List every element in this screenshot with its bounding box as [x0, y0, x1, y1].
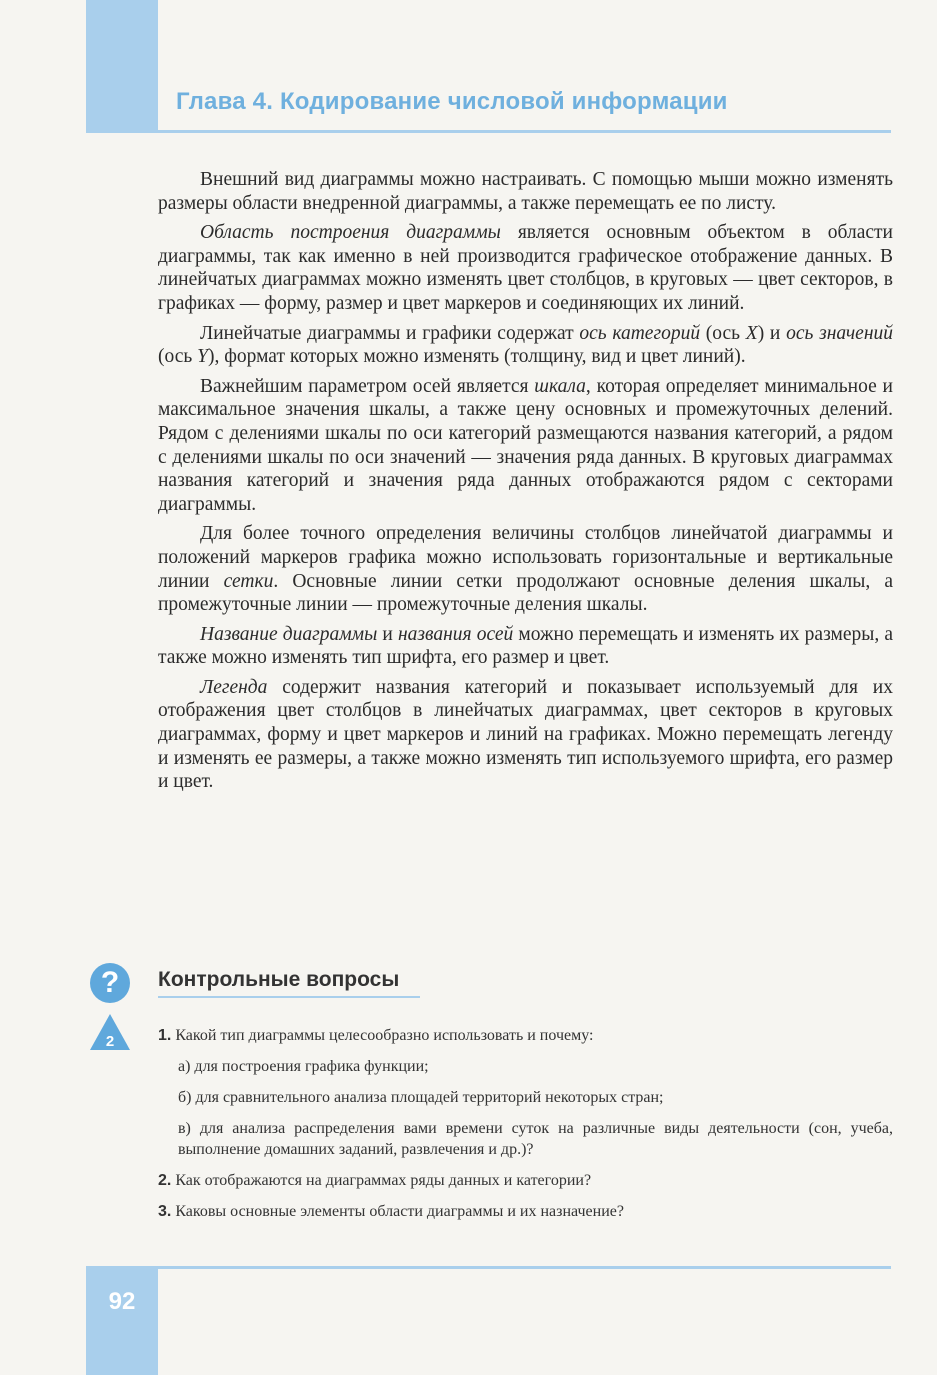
question-text: Как отображаются на диаграммах ряды данных и категории?	[171, 1172, 592, 1189]
paragraph-text: Линейчатые диаграммы и графики содержат	[200, 322, 580, 344]
term-grid: сетки	[223, 570, 274, 592]
difficulty-level-icon	[88, 1012, 132, 1052]
header-color-band	[86, 0, 158, 133]
paragraph-text: ), формат которых можно изменять (толщину, вид и цвет линий).	[208, 346, 746, 368]
paragraph-text: и	[377, 623, 398, 645]
paragraph-text: является основным объектом в области диаграммы, так как именно в ней производится графическое отображение данных. В линейчатых диаграммах можно изменять цвет столбцов, в круговых — цвет секторов, в графиках — форму, размер и цвет маркеров и соединяющих их линий.	[158, 222, 893, 314]
chapter-title: Глава 4. Кодирование числовой информации	[176, 88, 728, 115]
paragraph-text: Внешний вид диаграммы можно настраивать. С помощью мыши можно изменять размеры области внедренной диаграммы, а также перемещать ее по листу.	[158, 169, 893, 214]
paragraph-3	[158, 322, 893, 369]
question-3	[158, 1201, 893, 1222]
paragraph-text: , которая определяет минимальное и максимальное значения шкалы, а также цену основных и промежуточных делений. Рядом с делениями шкалы по оси категорий размещаются названия категорий, а рядом с делениями шкалы по оси значений — значения ряда данных. В круговых диаграммах названия категорий и значения ряда данных отображаются рядом с секторами диаграммы.	[158, 375, 893, 515]
axis-x-letter: X	[745, 322, 758, 344]
term-axis-titles: названия осей	[398, 623, 514, 645]
question-text: Каковы основные элементы области диаграммы и их назначение?	[171, 1203, 624, 1220]
paragraph-text: (ось	[700, 322, 746, 344]
paragraph-1	[158, 168, 893, 215]
term-legend: Легенда	[200, 676, 268, 698]
question-text: Какой тип диаграммы целесообразно использовать и почему:	[171, 1027, 594, 1044]
questions-list	[158, 1025, 893, 1232]
term-chart-title: Название диаграммы	[200, 623, 378, 645]
paragraph-text: Важнейшим параметром осей является	[200, 375, 535, 397]
question-1-option-c: в) для анализа распределения вами времени суток на различные виды деятельности (сон, учеба, выполнение домашних заданий, развлечения и др.)?	[178, 1120, 893, 1158]
footer-color-band	[86, 1266, 158, 1375]
term-value-axis: ось значений	[786, 322, 893, 344]
paragraph-4	[158, 375, 893, 517]
paragraph-5	[158, 522, 893, 616]
question-number: 2.	[158, 1172, 172, 1189]
paragraph-6	[158, 623, 893, 670]
paragraph-text: можно перемещать и изменять их размеры, а также можно изменять тип шрифта, его размер и цвет.	[158, 623, 894, 669]
paragraph-text: (ось	[158, 346, 198, 368]
term-plot-area: Область построения диаграммы	[200, 222, 501, 244]
term-category-axis: ось категорий	[579, 322, 701, 344]
section-title: Контрольные вопросы	[158, 968, 400, 991]
axis-y-letter: Y	[197, 346, 209, 368]
question-1-option-a: а) для построения графика функции;	[178, 1058, 429, 1075]
footer-rule	[158, 1266, 891, 1269]
paragraph-2	[158, 221, 893, 315]
paragraph-text: Для более точного определения величины столбцов линейчатой диаграммы и положений маркеров графика можно использовать горизонтальные и вертикальные линии	[158, 523, 893, 592]
question-2	[158, 1170, 893, 1191]
term-scale: шкала	[534, 375, 586, 397]
paragraph-text: . Основные линии сетки продолжают основные деления шкалы, а промежуточные линии — промежуточные деления шкалы.	[158, 570, 893, 616]
header-rule	[158, 130, 891, 133]
body-text	[158, 168, 893, 800]
question-1	[158, 1025, 893, 1160]
question-1-option-b: б) для сравнительного анализа площадей территорий некоторых стран;	[178, 1089, 664, 1106]
question-number: 1.	[158, 1027, 172, 1044]
page-number: 92	[108, 1288, 136, 1315]
section-title-underline	[158, 996, 420, 998]
question-number: 3.	[158, 1203, 172, 1220]
difficulty-level-label: 2	[105, 1033, 115, 1050]
question-mark-icon: ?	[90, 963, 130, 1003]
paragraph-text: содержит названия категорий и показывает используемый для их отображения цвет столбцов в линейчатых диаграммах, цвет секторов в круговых диаграммах, форму и цвет маркеров и линий на графиках. Можно перемещать легенду и изменять ее размеры, а также можно изменять тип используемого шрифта, его размер и цвет.	[158, 676, 893, 793]
paragraph-7	[158, 676, 893, 794]
paragraph-text: ) и	[757, 322, 787, 344]
